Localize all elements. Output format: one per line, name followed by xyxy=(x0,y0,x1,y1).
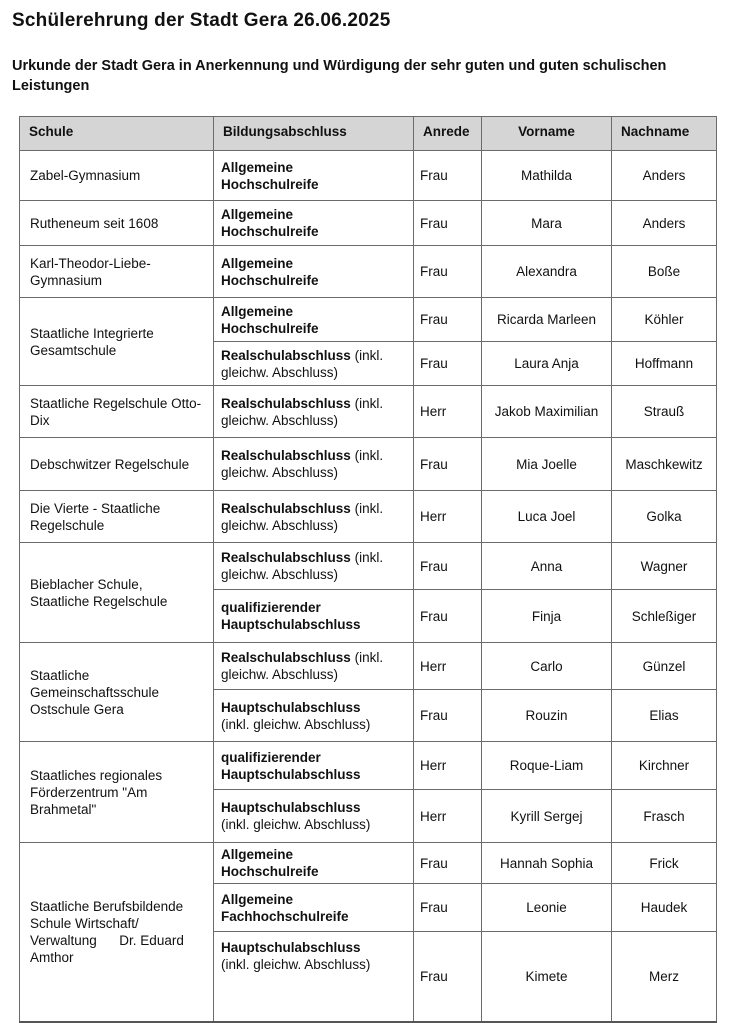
nachname-cell: Anders xyxy=(612,151,717,201)
anrede-cell: Frau xyxy=(414,438,482,491)
nachname-cell: Köhler xyxy=(612,298,717,342)
school-cell: Die Vierte - Staatliche Regelschule xyxy=(20,491,214,543)
degree-cell: Allgemeine Hochschulreife xyxy=(214,151,414,201)
nachname-cell: Schleßiger xyxy=(612,590,717,643)
table-row xyxy=(20,201,717,246)
nachname-cell: Frasch xyxy=(612,790,717,843)
anrede-cell: Herr xyxy=(414,491,482,543)
nachname-cell: Strauß xyxy=(612,386,717,438)
nachname-cell: Boße xyxy=(612,246,717,298)
degree-cell: Hauptschulabschluss (inkl. gleichw. Abschluss) xyxy=(214,932,414,1023)
school-cell: Staatliche Regelschule Otto-Dix xyxy=(20,386,214,438)
table-row xyxy=(20,246,717,298)
anrede-cell: Herr xyxy=(414,386,482,438)
table-row xyxy=(20,298,717,342)
header-row xyxy=(20,117,717,151)
degree-cell: Allgemeine Hochschulreife xyxy=(214,843,414,884)
vorname-cell: Ricarda Marleen xyxy=(482,298,612,342)
vorname-cell: Alexandra xyxy=(482,246,612,298)
nachname-cell: Günzel xyxy=(612,643,717,690)
column-header-schule: Schule xyxy=(20,117,214,151)
degree-cell: Allgemeine Hochschulreife xyxy=(214,298,414,342)
vorname-cell: Roque-Liam xyxy=(482,742,612,790)
anrede-cell: Frau xyxy=(414,932,482,1023)
school-cell: Staatliches regionales Förderzentrum "Am Brahmetal" xyxy=(20,742,214,843)
vorname-cell: Laura Anja xyxy=(482,342,612,386)
page-title: Schülerehrung der Stadt Gera 26.06.2025 xyxy=(12,10,391,31)
vorname-cell: Anna xyxy=(482,543,612,590)
degree-cell: qualifizierender Hauptschulabschluss xyxy=(214,742,414,790)
column-header-anrede: Anrede xyxy=(414,117,482,151)
school-cell: Zabel-Gymnasium xyxy=(20,151,214,201)
table-row xyxy=(20,438,717,491)
nachname-cell: Merz xyxy=(612,932,717,1023)
vorname-cell: Hannah Sophia xyxy=(482,843,612,884)
anrede-cell: Frau xyxy=(414,690,482,742)
degree-cell: Realschulabschluss (inkl. gleichw. Abschluss) xyxy=(214,438,414,491)
vorname-cell: Rouzin xyxy=(482,690,612,742)
nachname-cell: Anders xyxy=(612,201,717,246)
school-cell: Bieblacher Schule, Staatliche Regelschule xyxy=(20,543,214,643)
degree-cell: Hauptschulabschluss (inkl. gleichw. Abschluss) xyxy=(214,790,414,843)
nachname-cell: Hoffmann xyxy=(612,342,717,386)
nachname-cell: Wagner xyxy=(612,543,717,590)
table-row xyxy=(20,742,717,790)
vorname-cell: Leonie xyxy=(482,884,612,932)
column-header-vorname: Vorname xyxy=(482,117,612,151)
anrede-cell: Frau xyxy=(414,342,482,386)
table-row xyxy=(20,491,717,543)
vorname-cell: Kimete xyxy=(482,932,612,1023)
anrede-cell: Frau xyxy=(414,151,482,201)
degree-cell: Hauptschulabschluss (inkl. gleichw. Abschluss) xyxy=(214,690,414,742)
vorname-cell: Mia Joelle xyxy=(482,438,612,491)
vorname-cell: Jakob Maximilian xyxy=(482,386,612,438)
degree-cell: Allgemeine Fachhochschulreife xyxy=(214,884,414,932)
school-cell: Karl-Theodor-Liebe-Gymnasium xyxy=(20,246,214,298)
table-row xyxy=(20,543,717,590)
nachname-cell: Kirchner xyxy=(612,742,717,790)
anrede-cell: Frau xyxy=(414,884,482,932)
vorname-cell: Mara xyxy=(482,201,612,246)
anrede-cell: Frau xyxy=(414,246,482,298)
anrede-cell: Herr xyxy=(414,643,482,690)
school-cell: Staatliche Integrierte Gesamtschule xyxy=(20,298,214,386)
degree-cell: Realschulabschluss (inkl. gleichw. Abschluss) xyxy=(214,386,414,438)
vorname-cell: Carlo xyxy=(482,643,612,690)
page-subtitle: Urkunde der Stadt Gera in Anerkennung und Würdigung der sehr guten und guten schulischen Leistungen xyxy=(12,58,667,94)
degree-cell: Realschulabschluss (inkl. gleichw. Abschluss) xyxy=(214,543,414,590)
degree-cell: Allgemeine Hochschulreife xyxy=(214,201,414,246)
anrede-cell: Frau xyxy=(414,543,482,590)
anrede-cell: Herr xyxy=(414,790,482,843)
nachname-cell: Haudek xyxy=(612,884,717,932)
honors-table xyxy=(19,116,717,1023)
degree-cell: Realschulabschluss (inkl. gleichw. Abschluss) xyxy=(214,491,414,543)
degree-cell: qualifizierender Hauptschulabschluss xyxy=(214,590,414,643)
nachname-cell: Maschkewitz xyxy=(612,438,717,491)
anrede-cell: Frau xyxy=(414,590,482,643)
anrede-cell: Frau xyxy=(414,843,482,884)
anrede-cell: Herr xyxy=(414,742,482,790)
anrede-cell: Frau xyxy=(414,298,482,342)
nachname-cell: Golka xyxy=(612,491,717,543)
school-cell: Debschwitzer Regelschule xyxy=(20,438,214,491)
vorname-cell: Mathilda xyxy=(482,151,612,201)
vorname-cell: Finja xyxy=(482,590,612,643)
table-row xyxy=(20,643,717,690)
vorname-cell: Luca Joel xyxy=(482,491,612,543)
column-header-nachname: Nachname xyxy=(612,117,717,151)
table-row xyxy=(20,843,717,884)
nachname-cell: Frick xyxy=(612,843,717,884)
school-cell: Staatliche Gemeinschaftsschule Ostschule Gera xyxy=(20,643,214,742)
degree-cell: Allgemeine Hochschulreife xyxy=(214,246,414,298)
vorname-cell: Kyrill Sergej xyxy=(482,790,612,843)
school-cell: Rutheneum seit 1608 xyxy=(20,201,214,246)
anrede-cell: Frau xyxy=(414,201,482,246)
degree-cell: Realschulabschluss (inkl. gleichw. Abschluss) xyxy=(214,342,414,386)
nachname-cell: Elias xyxy=(612,690,717,742)
table-row xyxy=(20,386,717,438)
table-row xyxy=(20,151,717,201)
school-cell: Staatliche Berufsbildende Schule Wirtschaft/ Verwaltung Dr. Eduard Amthor xyxy=(20,843,214,1023)
column-header-bildungsabschluss: Bildungsabschluss xyxy=(214,117,414,151)
degree-cell: Realschulabschluss (inkl. gleichw. Abschluss) xyxy=(214,643,414,690)
